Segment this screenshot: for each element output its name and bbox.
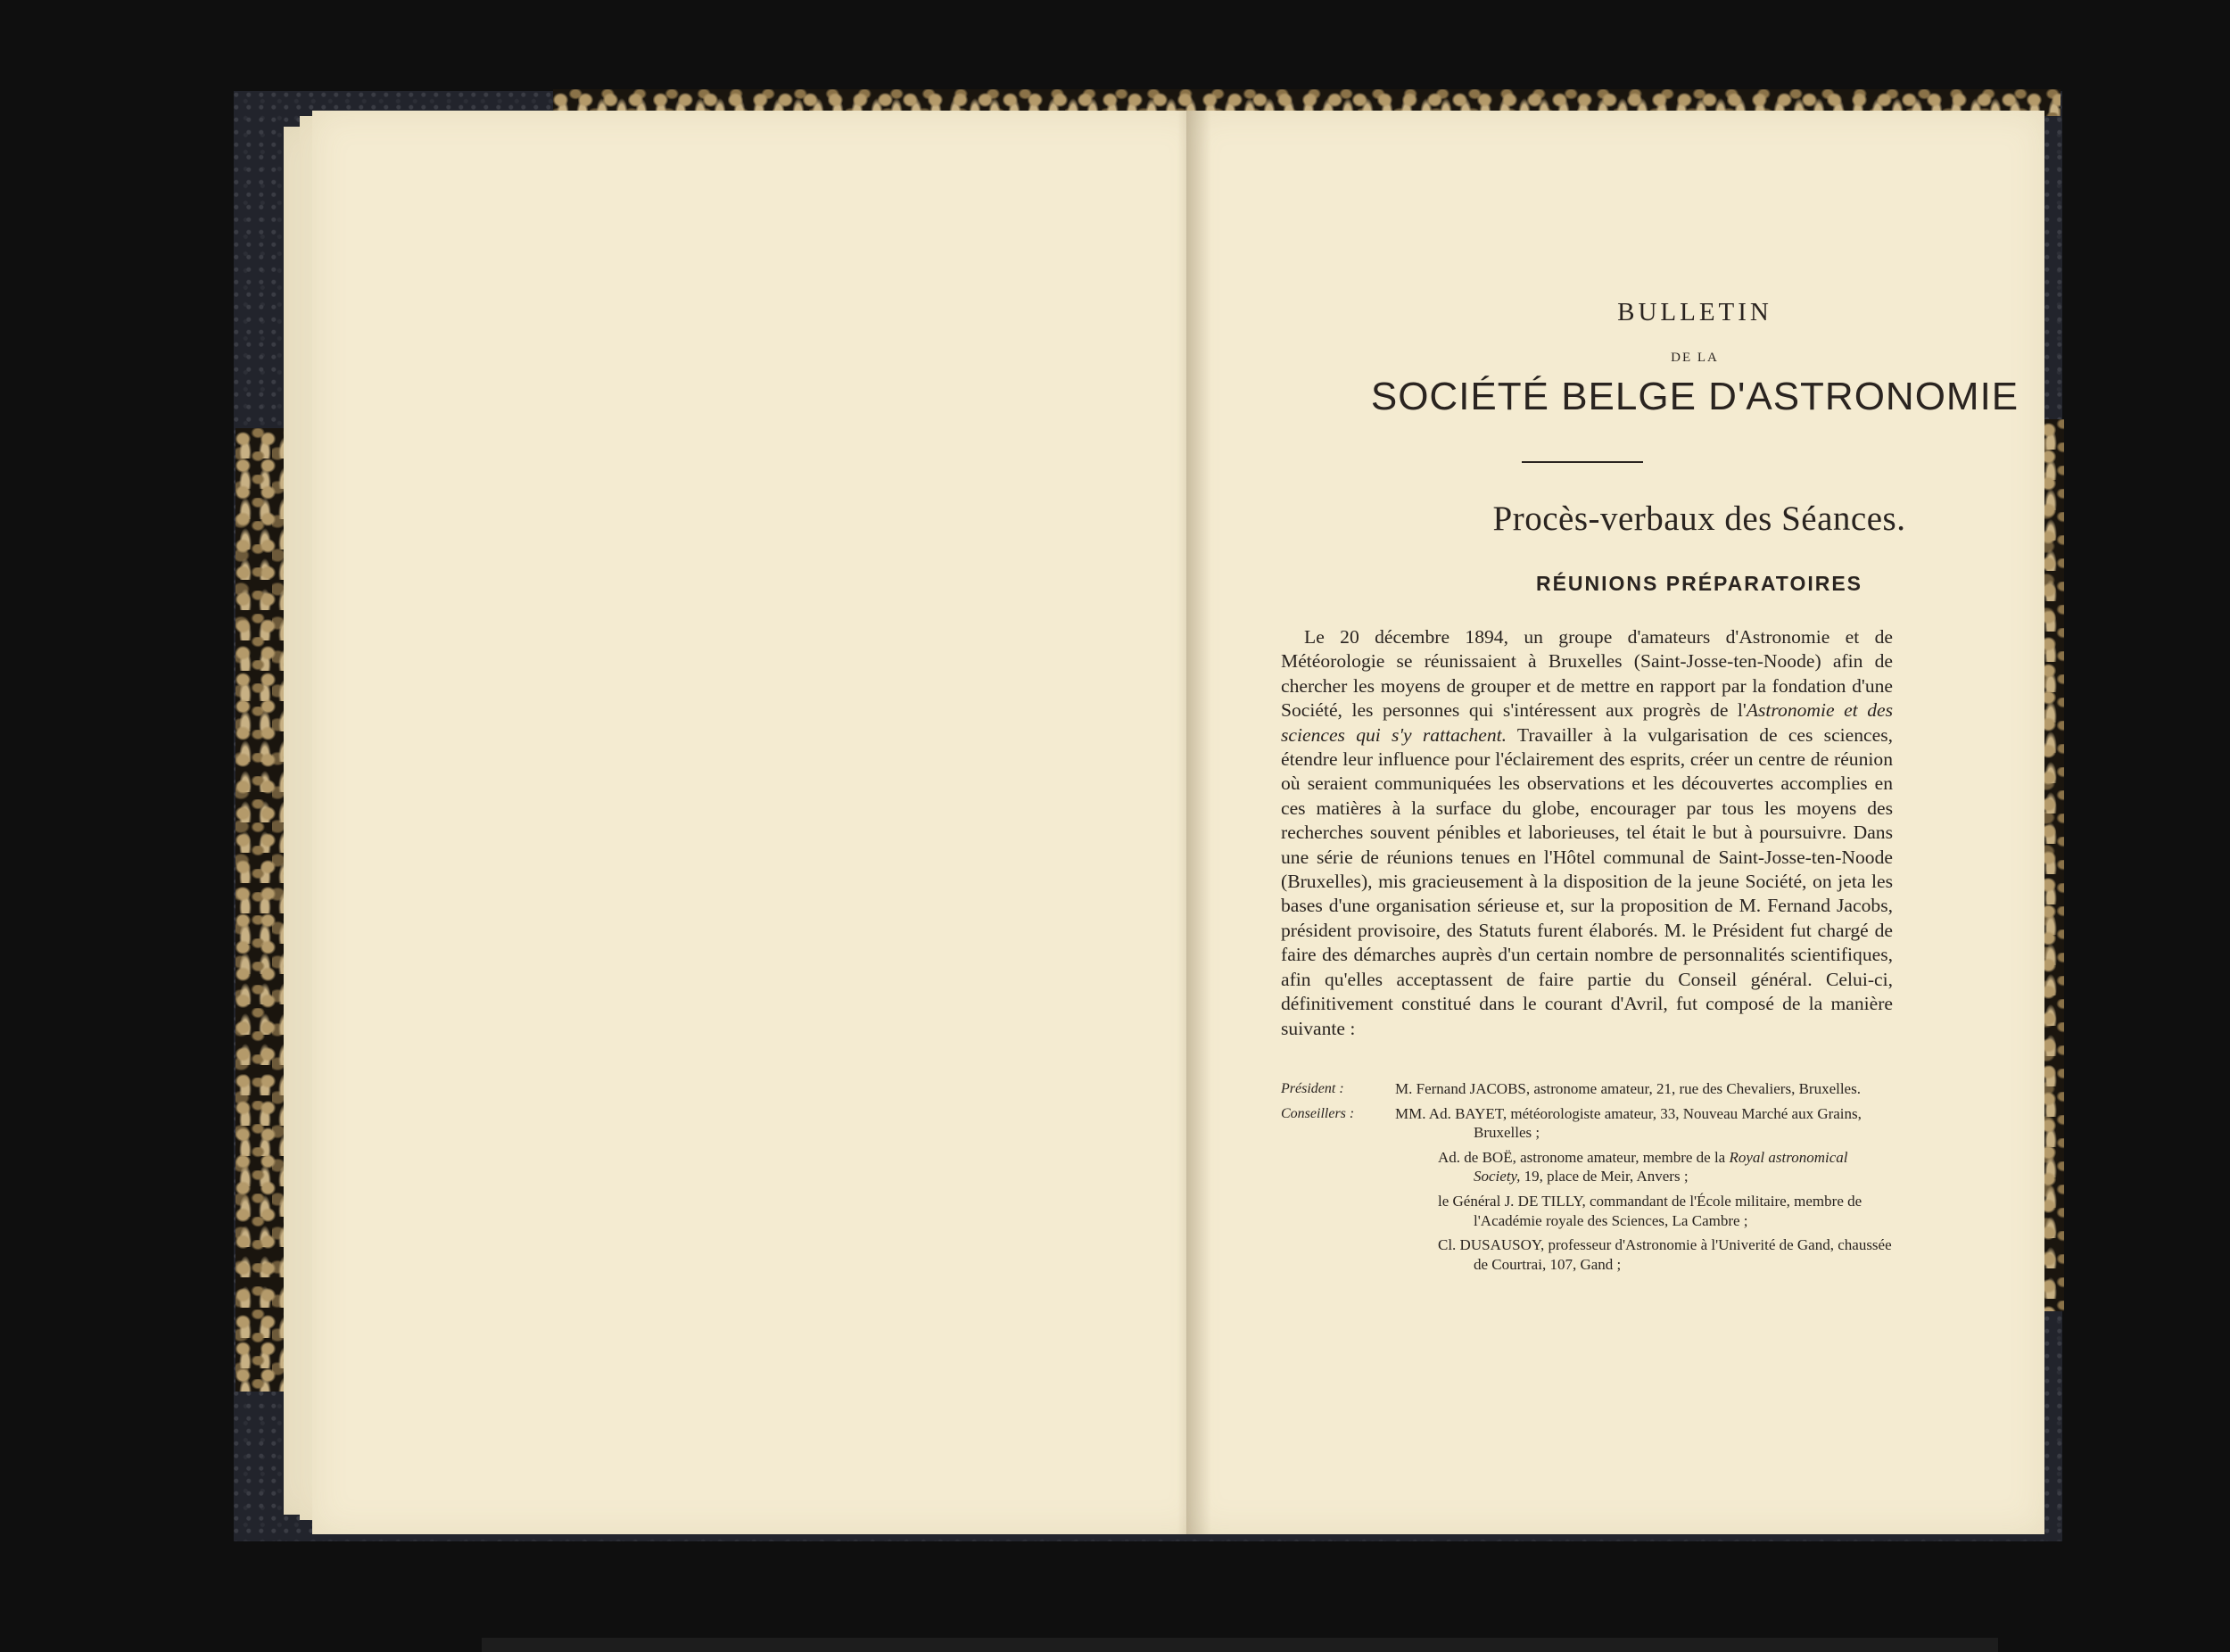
conseillers-label: Conseillers : xyxy=(1281,1105,1355,1121)
conseiller-text: 19, place de Meir, Anvers ; xyxy=(1520,1168,1689,1185)
body-text-part: Travailler à la vulgarisation de ces sciences, étendre leur influence pour l'éclairement des esprits, créer un centre de réunion où seraient communiquées les observations et les découvertes accomplies en ces matières à la surface du globe, encourager par tous les moyens des recherches souvent pénibles et laborieuses, tel était le but à poursuivre. Dans une série de réunions tenues en l'Hôtel communal de Saint-Josse-ten-Noode (Bruxelles), mis gracieusement à la disposition de la jeune Société, on jeta les bases d'une organisation sérieuse et, sur la proposition de M. Fernand Jacobs, président provisoire, des Statuts furent élaborés. M. le Président fut chargé de faire des démarches auprès d'un certain nombre de personnalités scientifiques, afin qu'elles acceptassent de faire partie du Conseil général. Celui-ci, définitivement constitué dans le courant d'Avril, fut composé de la manière suivante : xyxy=(1281,723,1893,1039)
president-row xyxy=(1281,1079,1896,1099)
conseiller-entry: Cl. DUSAUSOY, professeur d'Astronomie à l'Univerité de Gand, chaussée de Courtrai, 107, Gand ; xyxy=(1438,1236,1892,1273)
conseillers-row xyxy=(1281,1104,1896,1143)
conseiller-entry: MM. Ad. BAYET, météorologiste amateur, 33, Nouveau Marché aux Grains, Bruxelles ; xyxy=(1395,1104,1862,1142)
section-heading: Procès-verbaux des Séances. xyxy=(1492,500,1906,538)
conseiller-entry: le Général J. DE TILLY, commandant de l'École militaire, membre de l'Académie royale des Sciences, La Cambre ; xyxy=(1438,1192,1862,1229)
bulletin-title: BULLETIN xyxy=(1617,298,1772,326)
left-page-blank xyxy=(312,111,1204,1534)
council-roster xyxy=(1281,1079,1896,1279)
conseiller-row xyxy=(1281,1235,1896,1274)
conseiller-italic: Royal astronomical Society, xyxy=(1474,1148,1848,1185)
conseiller-row xyxy=(1281,1148,1896,1186)
support-bar xyxy=(482,1638,1998,1652)
title-rule xyxy=(1522,461,1643,463)
page-shadow xyxy=(1186,111,1211,1534)
body-text-italic: Astronomie et des sciences qui s'y rattachent. xyxy=(1281,699,1893,746)
de-la-subtitle: DE LA xyxy=(1671,351,1719,365)
subsection-heading: RÉUNIONS PRÉPARATOIRES xyxy=(1535,572,1863,595)
conseiller-text: Ad. de BOË, astronome amateur, membre de la xyxy=(1438,1148,1730,1166)
conseiller-row xyxy=(1281,1192,1896,1230)
president-entry: M. Fernand JACOBS, astronome amateur, 21, rue des Chevaliers, Bruxelles. xyxy=(1395,1080,1861,1097)
conseiller-entry xyxy=(1438,1148,1896,1186)
society-title: SOCIÉTÉ BELGE D'ASTRONOMIE xyxy=(1370,375,2019,418)
president-label: Président : xyxy=(1281,1081,1344,1096)
body-text-part: Le 20 décembre 1894, un groupe d'amateurs d'Astronomie et de Météorologie se réunissaient à Bruxelles (Saint-Josse-ten-Noode) afin de chercher les moyens de grouper et de mettre en rapport par la fondation d'une Société, les personnes qui s'intéressent aux progrès de l' xyxy=(1281,626,1893,722)
body-paragraph xyxy=(1281,625,1893,1041)
